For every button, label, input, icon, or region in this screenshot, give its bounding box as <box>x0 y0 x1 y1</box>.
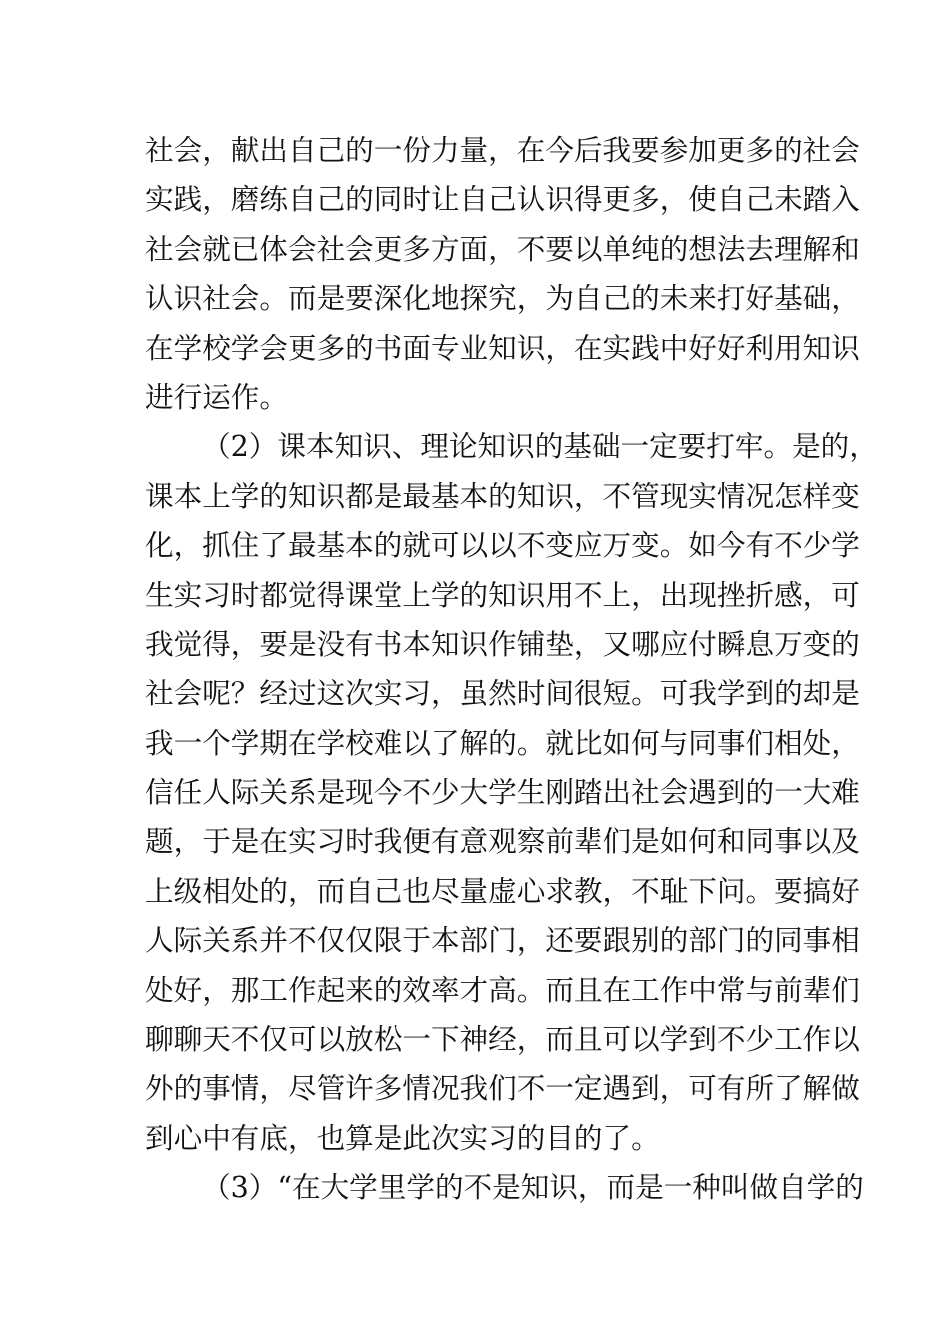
document-body <box>145 126 878 1213</box>
text-line: 实践，磨练自己的同时让自己认识得更多，使自己未踏入 <box>145 182 860 217</box>
text-line: 题，于是在实习时我便有意观察前辈们是如何和同事以及 <box>145 824 860 859</box>
text-line: 化，抓住了最基本的就可以以不变应万变。如今有不少学 <box>145 528 860 563</box>
text-line: 到心中有底，也算是此次实习的目的了。 <box>145 1120 660 1155</box>
text-line: 聊聊天不仅可以放松一下神经，而且可以学到不少工作以 <box>145 1022 860 1057</box>
text-line: 信任人际关系是现今不少大学生刚踏出社会遇到的一大难 <box>145 775 860 810</box>
text-line: 生实习时都觉得课堂上学的知识用不上，出现挫折感，可 <box>145 577 860 612</box>
text-line: 在学校学会更多的书面专业知识，在实践中好好利用知识 <box>145 330 860 365</box>
text-line: 课本上学的知识都是最基本的知识，不管现实情况怎样变 <box>145 478 860 513</box>
text-line: 人际关系并不仅仅限于本部门，还要跟别的部门的同事相 <box>145 923 860 958</box>
text-line-paragraph-start: （3）“在大学里学的不是知识，而是一种叫做自学的 <box>202 1170 864 1205</box>
text-line: 处好，那工作起来的效率才高。而且在工作中常与前辈们 <box>145 972 860 1007</box>
text-line-paragraph-start: （2）课本知识、理论知识的基础一定要打牢。是的， <box>202 429 878 464</box>
text-line: 社会，献出自己的一份力量，在今后我要参加更多的社会 <box>145 133 860 167</box>
text-line: 社会就已体会社会更多方面，不要以单纯的想法去理解和 <box>145 231 860 266</box>
text-line: 社会呢？经过这次实习，虽然时间很短。可我学到的却是 <box>145 676 860 711</box>
text-line: 我一个学期在学校难以了解的。就比如何与同事们相处， <box>145 725 860 760</box>
text-line: 我觉得，要是没有书本知识作铺垫，又哪应付瞬息万变的 <box>145 626 860 661</box>
text-line: 外的事情，尽管许多情况我们不一定遇到，可有所了解做 <box>145 1071 860 1106</box>
text-line: 认识社会。而是要深化地探究，为自己的未来打好基础， <box>145 281 860 316</box>
text-line: 上级相处的，而自己也尽量虚心求教，不耻下问。要搞好 <box>145 873 860 908</box>
text-line: 进行运作。 <box>145 379 288 414</box>
